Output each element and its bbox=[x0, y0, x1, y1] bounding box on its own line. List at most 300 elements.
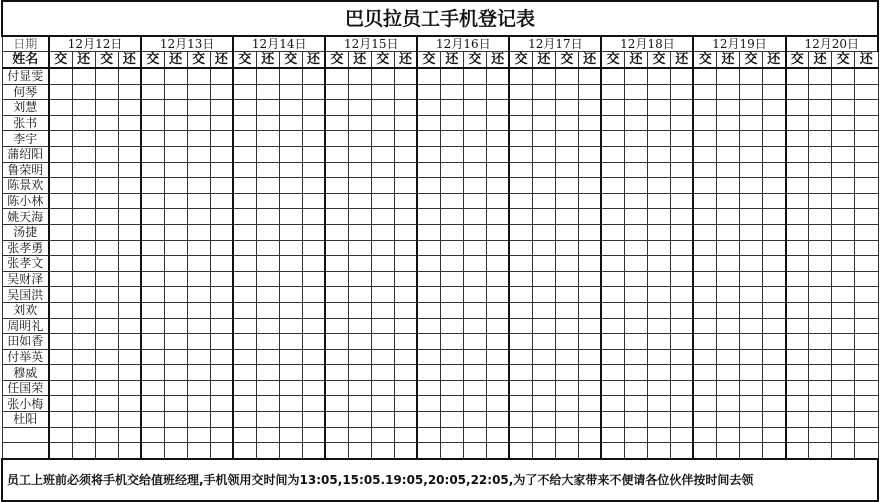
register-cell[interactable] bbox=[417, 349, 440, 365]
register-cell[interactable] bbox=[302, 68, 325, 84]
register-cell[interactable] bbox=[624, 146, 647, 162]
register-cell[interactable] bbox=[417, 68, 440, 84]
register-cell[interactable] bbox=[95, 115, 118, 131]
register-cell[interactable] bbox=[440, 396, 463, 412]
register-cell[interactable] bbox=[486, 412, 509, 428]
register-cell[interactable] bbox=[786, 427, 809, 443]
register-cell[interactable] bbox=[740, 209, 763, 225]
register-cell[interactable] bbox=[601, 162, 624, 178]
register-cell[interactable] bbox=[141, 443, 164, 459]
register-cell[interactable] bbox=[371, 365, 394, 381]
register-cell[interactable] bbox=[601, 302, 624, 318]
register-cell[interactable] bbox=[72, 131, 95, 147]
register-cell[interactable] bbox=[49, 146, 72, 162]
register-cell[interactable] bbox=[325, 349, 348, 365]
register-cell[interactable] bbox=[578, 302, 601, 318]
register-cell[interactable] bbox=[210, 427, 233, 443]
register-cell[interactable] bbox=[624, 162, 647, 178]
register-cell[interactable] bbox=[578, 334, 601, 350]
register-cell[interactable] bbox=[509, 84, 532, 100]
register-cell[interactable] bbox=[763, 146, 786, 162]
register-cell[interactable] bbox=[624, 365, 647, 381]
register-cell[interactable] bbox=[371, 256, 394, 272]
register-cell[interactable] bbox=[256, 287, 279, 303]
register-cell[interactable] bbox=[233, 209, 256, 225]
register-cell[interactable] bbox=[302, 178, 325, 194]
register-cell[interactable] bbox=[601, 224, 624, 240]
register-cell[interactable] bbox=[532, 131, 555, 147]
register-cell[interactable] bbox=[463, 240, 486, 256]
register-cell[interactable] bbox=[555, 84, 578, 100]
register-cell[interactable] bbox=[348, 334, 371, 350]
register-cell[interactable] bbox=[855, 115, 878, 131]
register-cell[interactable] bbox=[164, 334, 187, 350]
register-cell[interactable] bbox=[325, 443, 348, 459]
register-cell[interactable] bbox=[348, 240, 371, 256]
register-cell[interactable] bbox=[670, 84, 693, 100]
register-cell[interactable] bbox=[832, 224, 855, 240]
register-cell[interactable] bbox=[325, 412, 348, 428]
register-cell[interactable] bbox=[763, 224, 786, 240]
register-cell[interactable] bbox=[463, 84, 486, 100]
register-cell[interactable] bbox=[210, 334, 233, 350]
register-cell[interactable] bbox=[118, 256, 141, 272]
register-cell[interactable] bbox=[118, 162, 141, 178]
register-cell[interactable] bbox=[164, 443, 187, 459]
register-cell[interactable] bbox=[302, 334, 325, 350]
register-cell[interactable] bbox=[555, 68, 578, 84]
register-cell[interactable] bbox=[95, 443, 118, 459]
register-cell[interactable] bbox=[601, 443, 624, 459]
register-cell[interactable] bbox=[118, 334, 141, 350]
register-cell[interactable] bbox=[118, 287, 141, 303]
register-cell[interactable] bbox=[486, 287, 509, 303]
register-cell[interactable] bbox=[49, 115, 72, 131]
register-cell[interactable] bbox=[693, 396, 716, 412]
register-cell[interactable] bbox=[463, 115, 486, 131]
register-cell[interactable] bbox=[279, 115, 302, 131]
register-cell[interactable] bbox=[95, 84, 118, 100]
register-cell[interactable] bbox=[693, 318, 716, 334]
register-cell[interactable] bbox=[578, 68, 601, 84]
register-cell[interactable] bbox=[118, 68, 141, 84]
register-cell[interactable] bbox=[394, 84, 417, 100]
register-cell[interactable] bbox=[325, 365, 348, 381]
register-cell[interactable] bbox=[486, 84, 509, 100]
register-cell[interactable] bbox=[440, 178, 463, 194]
register-cell[interactable] bbox=[509, 240, 532, 256]
register-cell[interactable] bbox=[832, 178, 855, 194]
register-cell[interactable] bbox=[325, 100, 348, 116]
register-cell[interactable] bbox=[855, 349, 878, 365]
register-cell[interactable] bbox=[210, 178, 233, 194]
register-cell[interactable] bbox=[486, 193, 509, 209]
register-cell[interactable] bbox=[394, 302, 417, 318]
register-cell[interactable] bbox=[394, 427, 417, 443]
register-cell[interactable] bbox=[440, 84, 463, 100]
register-cell[interactable] bbox=[601, 365, 624, 381]
register-cell[interactable] bbox=[832, 100, 855, 116]
register-cell[interactable] bbox=[555, 162, 578, 178]
register-cell[interactable] bbox=[440, 427, 463, 443]
register-cell[interactable] bbox=[233, 334, 256, 350]
register-cell[interactable] bbox=[786, 146, 809, 162]
register-cell[interactable] bbox=[417, 380, 440, 396]
register-cell[interactable] bbox=[394, 146, 417, 162]
register-cell[interactable] bbox=[394, 178, 417, 194]
register-cell[interactable] bbox=[302, 427, 325, 443]
register-cell[interactable] bbox=[509, 68, 532, 84]
register-cell[interactable] bbox=[832, 84, 855, 100]
register-cell[interactable] bbox=[855, 318, 878, 334]
register-cell[interactable] bbox=[578, 380, 601, 396]
register-cell[interactable] bbox=[486, 318, 509, 334]
register-cell[interactable] bbox=[463, 162, 486, 178]
register-cell[interactable] bbox=[693, 365, 716, 381]
register-cell[interactable] bbox=[302, 100, 325, 116]
register-cell[interactable] bbox=[371, 178, 394, 194]
register-cell[interactable] bbox=[532, 193, 555, 209]
register-cell[interactable] bbox=[210, 146, 233, 162]
register-cell[interactable] bbox=[532, 146, 555, 162]
register-cell[interactable] bbox=[486, 146, 509, 162]
register-cell[interactable] bbox=[141, 256, 164, 272]
register-cell[interactable] bbox=[717, 178, 740, 194]
register-cell[interactable] bbox=[855, 443, 878, 459]
register-cell[interactable] bbox=[486, 256, 509, 272]
register-cell[interactable] bbox=[601, 84, 624, 100]
register-cell[interactable] bbox=[187, 115, 210, 131]
register-cell[interactable] bbox=[394, 240, 417, 256]
register-cell[interactable] bbox=[670, 209, 693, 225]
register-cell[interactable] bbox=[647, 287, 670, 303]
register-cell[interactable] bbox=[325, 256, 348, 272]
register-cell[interactable] bbox=[717, 365, 740, 381]
register-cell[interactable] bbox=[832, 427, 855, 443]
register-cell[interactable] bbox=[417, 100, 440, 116]
register-cell[interactable] bbox=[509, 318, 532, 334]
register-cell[interactable] bbox=[49, 334, 72, 350]
register-cell[interactable] bbox=[532, 100, 555, 116]
register-cell[interactable] bbox=[118, 209, 141, 225]
register-cell[interactable] bbox=[164, 256, 187, 272]
register-cell[interactable] bbox=[832, 302, 855, 318]
register-cell[interactable] bbox=[786, 412, 809, 428]
register-cell[interactable] bbox=[256, 68, 279, 84]
register-cell[interactable] bbox=[164, 209, 187, 225]
register-cell[interactable] bbox=[118, 84, 141, 100]
register-cell[interactable] bbox=[832, 396, 855, 412]
register-cell[interactable] bbox=[486, 162, 509, 178]
register-cell[interactable] bbox=[717, 115, 740, 131]
register-cell[interactable] bbox=[256, 178, 279, 194]
register-cell[interactable] bbox=[440, 131, 463, 147]
register-cell[interactable] bbox=[348, 271, 371, 287]
register-cell[interactable] bbox=[647, 271, 670, 287]
register-cell[interactable] bbox=[187, 68, 210, 84]
register-cell[interactable] bbox=[187, 100, 210, 116]
register-cell[interactable] bbox=[233, 224, 256, 240]
register-cell[interactable] bbox=[348, 380, 371, 396]
register-cell[interactable] bbox=[624, 287, 647, 303]
register-cell[interactable] bbox=[740, 84, 763, 100]
register-cell[interactable] bbox=[509, 146, 532, 162]
register-cell[interactable] bbox=[463, 131, 486, 147]
register-cell[interactable] bbox=[440, 256, 463, 272]
register-cell[interactable] bbox=[532, 240, 555, 256]
register-cell[interactable] bbox=[809, 365, 832, 381]
register-cell[interactable] bbox=[302, 318, 325, 334]
register-cell[interactable] bbox=[394, 68, 417, 84]
register-cell[interactable] bbox=[141, 178, 164, 194]
register-cell[interactable] bbox=[302, 271, 325, 287]
register-cell[interactable] bbox=[832, 256, 855, 272]
register-cell[interactable] bbox=[486, 131, 509, 147]
register-cell[interactable] bbox=[164, 349, 187, 365]
register-cell[interactable] bbox=[463, 68, 486, 84]
register-cell[interactable] bbox=[624, 209, 647, 225]
register-cell[interactable] bbox=[279, 396, 302, 412]
register-cell[interactable] bbox=[486, 349, 509, 365]
register-cell[interactable] bbox=[532, 256, 555, 272]
register-cell[interactable] bbox=[509, 334, 532, 350]
register-cell[interactable] bbox=[371, 318, 394, 334]
register-cell[interactable] bbox=[49, 412, 72, 428]
register-cell[interactable] bbox=[233, 68, 256, 84]
register-cell[interactable] bbox=[601, 427, 624, 443]
register-cell[interactable] bbox=[509, 131, 532, 147]
register-cell[interactable] bbox=[832, 193, 855, 209]
register-cell[interactable] bbox=[763, 240, 786, 256]
register-cell[interactable] bbox=[210, 396, 233, 412]
register-cell[interactable] bbox=[233, 302, 256, 318]
register-cell[interactable] bbox=[555, 412, 578, 428]
register-cell[interactable] bbox=[578, 427, 601, 443]
register-cell[interactable] bbox=[256, 115, 279, 131]
register-cell[interactable] bbox=[809, 349, 832, 365]
register-cell[interactable] bbox=[118, 115, 141, 131]
register-cell[interactable] bbox=[417, 193, 440, 209]
register-cell[interactable] bbox=[440, 146, 463, 162]
register-cell[interactable] bbox=[647, 380, 670, 396]
register-cell[interactable] bbox=[440, 240, 463, 256]
register-cell[interactable] bbox=[717, 100, 740, 116]
register-cell[interactable] bbox=[279, 271, 302, 287]
register-cell[interactable] bbox=[348, 318, 371, 334]
register-cell[interactable] bbox=[740, 334, 763, 350]
register-cell[interactable] bbox=[279, 302, 302, 318]
register-cell[interactable] bbox=[832, 412, 855, 428]
register-cell[interactable] bbox=[693, 224, 716, 240]
register-cell[interactable] bbox=[809, 84, 832, 100]
register-cell[interactable] bbox=[210, 68, 233, 84]
register-cell[interactable] bbox=[118, 240, 141, 256]
register-cell[interactable] bbox=[141, 427, 164, 443]
register-cell[interactable] bbox=[693, 193, 716, 209]
register-cell[interactable] bbox=[394, 115, 417, 131]
register-cell[interactable] bbox=[325, 427, 348, 443]
register-cell[interactable] bbox=[279, 193, 302, 209]
register-cell[interactable] bbox=[417, 224, 440, 240]
register-cell[interactable] bbox=[647, 131, 670, 147]
register-cell[interactable] bbox=[440, 380, 463, 396]
register-cell[interactable] bbox=[256, 162, 279, 178]
register-cell[interactable] bbox=[855, 193, 878, 209]
register-cell[interactable] bbox=[670, 287, 693, 303]
register-cell[interactable] bbox=[279, 240, 302, 256]
register-cell[interactable] bbox=[486, 443, 509, 459]
register-cell[interactable] bbox=[532, 162, 555, 178]
register-cell[interactable] bbox=[394, 380, 417, 396]
register-cell[interactable] bbox=[394, 287, 417, 303]
register-cell[interactable] bbox=[717, 131, 740, 147]
register-cell[interactable] bbox=[233, 412, 256, 428]
register-cell[interactable] bbox=[210, 380, 233, 396]
register-cell[interactable] bbox=[578, 287, 601, 303]
register-cell[interactable] bbox=[809, 193, 832, 209]
register-cell[interactable] bbox=[717, 427, 740, 443]
register-cell[interactable] bbox=[233, 100, 256, 116]
register-cell[interactable] bbox=[187, 443, 210, 459]
register-cell[interactable] bbox=[647, 84, 670, 100]
register-cell[interactable] bbox=[233, 287, 256, 303]
register-cell[interactable] bbox=[509, 115, 532, 131]
register-cell[interactable] bbox=[624, 427, 647, 443]
register-cell[interactable] bbox=[855, 380, 878, 396]
register-cell[interactable] bbox=[786, 178, 809, 194]
register-cell[interactable] bbox=[256, 240, 279, 256]
register-cell[interactable] bbox=[740, 100, 763, 116]
register-cell[interactable] bbox=[302, 412, 325, 428]
register-cell[interactable] bbox=[693, 271, 716, 287]
register-cell[interactable] bbox=[164, 68, 187, 84]
register-cell[interactable] bbox=[279, 334, 302, 350]
register-cell[interactable] bbox=[164, 318, 187, 334]
register-cell[interactable] bbox=[624, 224, 647, 240]
register-cell[interactable] bbox=[555, 146, 578, 162]
register-cell[interactable] bbox=[371, 334, 394, 350]
register-cell[interactable] bbox=[187, 193, 210, 209]
register-cell[interactable] bbox=[371, 271, 394, 287]
register-cell[interactable] bbox=[647, 224, 670, 240]
register-cell[interactable] bbox=[693, 209, 716, 225]
register-cell[interactable] bbox=[670, 334, 693, 350]
register-cell[interactable] bbox=[740, 256, 763, 272]
register-cell[interactable] bbox=[670, 100, 693, 116]
register-cell[interactable] bbox=[578, 396, 601, 412]
register-cell[interactable] bbox=[809, 68, 832, 84]
register-cell[interactable] bbox=[440, 193, 463, 209]
register-cell[interactable] bbox=[72, 240, 95, 256]
register-cell[interactable] bbox=[855, 287, 878, 303]
register-cell[interactable] bbox=[670, 365, 693, 381]
register-cell[interactable] bbox=[325, 318, 348, 334]
register-cell[interactable] bbox=[72, 396, 95, 412]
register-cell[interactable] bbox=[624, 412, 647, 428]
register-cell[interactable] bbox=[256, 302, 279, 318]
register-cell[interactable] bbox=[486, 224, 509, 240]
register-cell[interactable] bbox=[164, 193, 187, 209]
register-cell[interactable] bbox=[95, 193, 118, 209]
register-cell[interactable] bbox=[348, 162, 371, 178]
register-cell[interactable] bbox=[601, 318, 624, 334]
register-cell[interactable] bbox=[670, 240, 693, 256]
register-cell[interactable] bbox=[809, 396, 832, 412]
register-cell[interactable] bbox=[809, 302, 832, 318]
register-cell[interactable] bbox=[670, 131, 693, 147]
register-cell[interactable] bbox=[601, 412, 624, 428]
register-cell[interactable] bbox=[371, 68, 394, 84]
register-cell[interactable] bbox=[532, 84, 555, 100]
register-cell[interactable] bbox=[256, 334, 279, 350]
register-cell[interactable] bbox=[463, 193, 486, 209]
register-cell[interactable] bbox=[72, 412, 95, 428]
register-cell[interactable] bbox=[786, 318, 809, 334]
register-cell[interactable] bbox=[394, 318, 417, 334]
register-cell[interactable] bbox=[417, 115, 440, 131]
register-cell[interactable] bbox=[141, 240, 164, 256]
register-cell[interactable] bbox=[417, 334, 440, 350]
register-cell[interactable] bbox=[141, 162, 164, 178]
register-cell[interactable] bbox=[624, 396, 647, 412]
register-cell[interactable] bbox=[440, 209, 463, 225]
register-cell[interactable] bbox=[786, 256, 809, 272]
register-cell[interactable] bbox=[210, 349, 233, 365]
register-cell[interactable] bbox=[417, 318, 440, 334]
register-cell[interactable] bbox=[740, 302, 763, 318]
register-cell[interactable] bbox=[763, 365, 786, 381]
register-cell[interactable] bbox=[555, 271, 578, 287]
register-cell[interactable] bbox=[348, 193, 371, 209]
register-cell[interactable] bbox=[601, 115, 624, 131]
register-cell[interactable] bbox=[647, 396, 670, 412]
register-cell[interactable] bbox=[555, 427, 578, 443]
register-cell[interactable] bbox=[693, 302, 716, 318]
register-cell[interactable] bbox=[72, 146, 95, 162]
register-cell[interactable] bbox=[417, 427, 440, 443]
register-cell[interactable] bbox=[717, 318, 740, 334]
register-cell[interactable] bbox=[279, 84, 302, 100]
register-cell[interactable] bbox=[763, 271, 786, 287]
register-cell[interactable] bbox=[786, 365, 809, 381]
register-cell[interactable] bbox=[394, 224, 417, 240]
register-cell[interactable] bbox=[532, 318, 555, 334]
register-cell[interactable] bbox=[809, 380, 832, 396]
register-cell[interactable] bbox=[832, 365, 855, 381]
register-cell[interactable] bbox=[578, 209, 601, 225]
register-cell[interactable] bbox=[417, 271, 440, 287]
register-cell[interactable] bbox=[164, 146, 187, 162]
register-cell[interactable] bbox=[95, 256, 118, 272]
register-cell[interactable] bbox=[371, 240, 394, 256]
register-cell[interactable] bbox=[717, 162, 740, 178]
register-cell[interactable] bbox=[509, 178, 532, 194]
register-cell[interactable] bbox=[187, 224, 210, 240]
register-cell[interactable] bbox=[509, 365, 532, 381]
register-cell[interactable] bbox=[624, 84, 647, 100]
register-cell[interactable] bbox=[187, 302, 210, 318]
register-cell[interactable] bbox=[394, 256, 417, 272]
register-cell[interactable] bbox=[463, 287, 486, 303]
register-cell[interactable] bbox=[440, 224, 463, 240]
register-cell[interactable] bbox=[49, 68, 72, 84]
register-cell[interactable] bbox=[740, 443, 763, 459]
register-cell[interactable] bbox=[763, 349, 786, 365]
register-cell[interactable] bbox=[832, 240, 855, 256]
register-cell[interactable] bbox=[717, 256, 740, 272]
register-cell[interactable] bbox=[509, 209, 532, 225]
register-cell[interactable] bbox=[348, 178, 371, 194]
